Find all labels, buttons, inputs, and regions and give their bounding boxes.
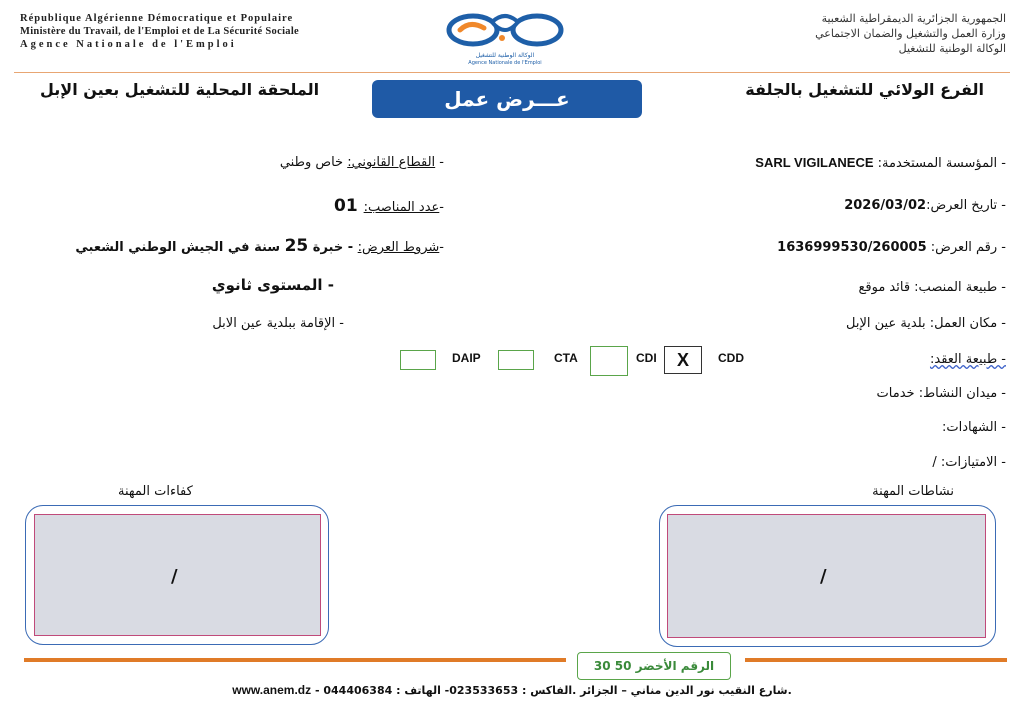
document-title: عـــرض عمل <box>372 80 642 118</box>
header-fr-line-2: Ministère du Travail, de l'Emploi et de La Sécurité Sociale <box>20 26 300 37</box>
benefits-field <box>932 455 1006 470</box>
positions-count-field <box>334 196 444 216</box>
anem-logo-icon <box>440 8 570 52</box>
contract-type-field <box>930 352 1006 367</box>
conditions-value-post: سنة في الجيش الوطني الشعبي <box>75 240 285 255</box>
legal-sector-label: القطاع القانوني: <box>347 155 436 170</box>
contract-check-mark: X <box>676 350 689 370</box>
green-number: الرقم الأخضر 50 30 <box>577 652 731 680</box>
skills-title: كفاءات المهنة <box>118 484 193 499</box>
footer <box>0 683 1024 697</box>
header-ar-line-1: الجمهورية الجزائرية الديمقراطية الشعبية <box>821 12 1006 25</box>
header-ar-line-3: الوكالة الوطنية للتشغيل <box>898 42 1006 55</box>
contract-option-cta: CTA <box>554 351 578 365</box>
offer-number-value: 1636999530/260005 <box>777 240 927 255</box>
offer-number-field <box>777 240 1006 255</box>
contract-option-daip: DAIP <box>452 351 481 365</box>
position-type-value: قائد موقع <box>858 280 911 295</box>
benefits-value: / <box>932 455 937 470</box>
position-type-label: - طبيعة المنصب: <box>910 280 1006 295</box>
activities-title: نشاطات المهنة <box>872 484 954 499</box>
header-fr-line-3: Agence Nationale de l'Emploi <box>20 39 237 50</box>
legal-sector-prefix: - <box>435 155 444 170</box>
positions-count-prefix: - <box>439 200 444 215</box>
certificates-field <box>942 420 1006 435</box>
education-level: - المستوى ثانوي <box>211 276 334 294</box>
positions-count-label: عدد المناصب: <box>363 200 440 215</box>
anem-logo <box>440 8 570 70</box>
contract-checkbox-cdd[interactable] <box>664 346 702 374</box>
header-divider <box>14 72 1010 73</box>
contract-option-cdi: CDI <box>636 351 657 365</box>
offer-date-label: - تاريخ العرض: <box>926 198 1006 213</box>
activities-value: / <box>820 566 827 587</box>
conditions-value-pre: - خبرة <box>308 240 358 255</box>
activity-field <box>877 386 1006 401</box>
employer-value: SARL VIGILANECE <box>755 155 874 170</box>
conditions-label: شروط العرض: <box>357 240 440 255</box>
activities-panel <box>659 505 996 647</box>
skills-value: / <box>171 566 178 587</box>
header-french <box>20 12 420 51</box>
employer-label: - المؤسسة المستخدمة: <box>873 156 1006 171</box>
work-place-value: بلدية عين الإبل <box>846 316 926 331</box>
offer-date-field <box>844 198 1006 213</box>
benefits-label: - الامتيازات: <box>936 455 1006 470</box>
logo-caption-fr: Agence Nationale de l'Emploi <box>468 60 542 66</box>
header-arabic <box>586 11 1006 56</box>
certificates-label: - الشهادات: <box>942 420 1006 435</box>
contract-option-cdd: CDD <box>718 351 744 365</box>
footer-contact: 044406384 : شارع النقيب نور الدين مناني – الجزائر .الفاكس : 023533653- الهاتف. <box>323 684 792 697</box>
legal-sector-field <box>280 155 444 170</box>
branch-wilaya-title: الفرع الولائي للتشغيل بالجلفة <box>745 80 984 99</box>
work-place-label: - مكان العمل: <box>925 316 1006 331</box>
contract-checkbox-cdi[interactable] <box>590 346 628 376</box>
activity-field-value: خدمات <box>876 386 915 401</box>
legal-sector-value: خاص وطني <box>279 155 348 170</box>
header-ar-line-2: وزارة العمل والتشغيل والضمان الاجتماعي <box>815 27 1006 40</box>
contract-type-label: - طبيعة العقد: <box>929 352 1006 367</box>
logo-caption-ar: الوكالة الوطنية للتشغيل <box>475 52 535 59</box>
branch-local-title: الملحقة المحلية للتشغيل بعين الإبل <box>40 80 320 99</box>
contract-options <box>398 346 768 374</box>
employer-field <box>755 155 1006 171</box>
bottom-divider-left <box>24 658 566 662</box>
skills-panel <box>25 505 329 645</box>
residence-condition: - الإقامة ببلدية عين الابل <box>212 316 344 331</box>
conditions-value-number: 25 <box>284 236 309 256</box>
offer-number-label: - رقم العرض: <box>926 240 1006 255</box>
header-fr-line-1: République Algérienne Démocratique et Populaire <box>20 13 294 24</box>
positions-count-value: 01 <box>334 196 364 216</box>
position-type-field <box>858 280 1006 295</box>
activity-field-label: - ميدان النشاط: <box>914 386 1006 401</box>
conditions-field <box>75 236 444 256</box>
footer-website[interactable]: www.anem.dz <box>232 683 312 697</box>
bottom-divider-right <box>745 658 1007 662</box>
contract-checkbox-daip[interactable] <box>400 350 436 370</box>
conditions-prefix: - <box>439 240 444 255</box>
work-place-field <box>846 316 1006 331</box>
footer-separator: - <box>311 684 324 697</box>
offer-date-value: 2026/03/02 <box>844 198 927 213</box>
contract-checkbox-cta[interactable] <box>498 350 534 370</box>
